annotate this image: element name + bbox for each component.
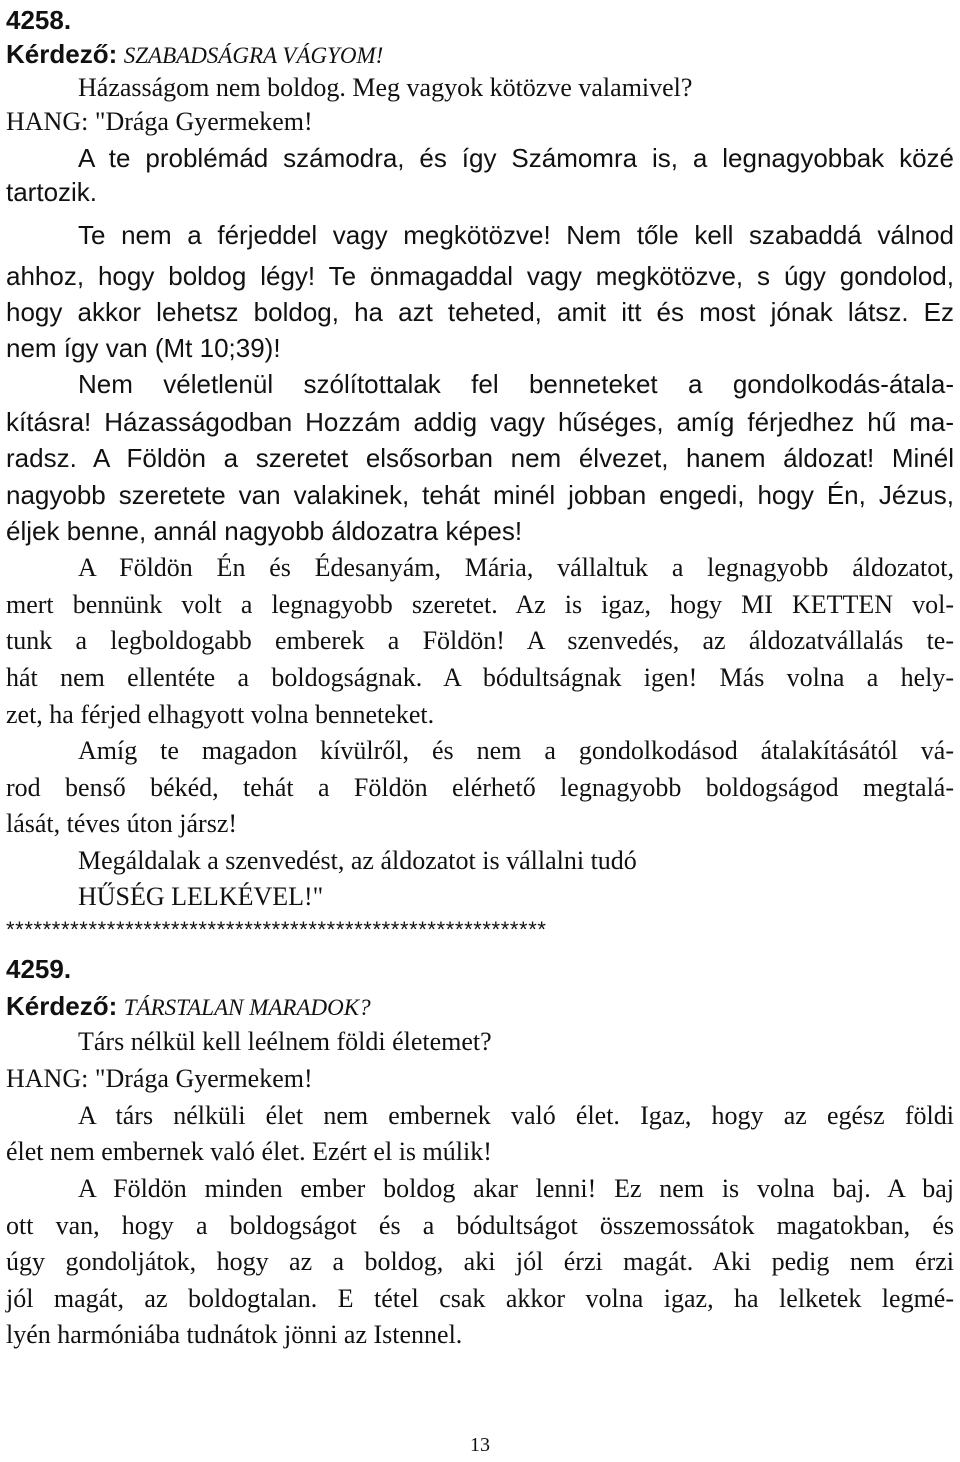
- page-number: 13: [470, 1434, 490, 1456]
- asker-line: [6, 988, 371, 1024]
- paragraph-line: A te problémád számodra, és így Számomra is, a legnagyobbak közé: [78, 143, 954, 173]
- paragraph-line: jól magát, az boldogtalan. E tétel csak akkor volna igaz, ha lelketek legmé-: [6, 1284, 954, 1313]
- closing-line: Megáldalak a szenvedést, az áldozatot is vállalni tudó: [78, 846, 637, 875]
- entry-number: 4259.: [6, 954, 72, 984]
- paragraph-line: úgy gondoljátok, hogy az a boldog, aki jól érzi magát. Aki pedig nem érzi: [6, 1247, 954, 1276]
- paragraph-line: tartozik.: [6, 177, 98, 207]
- asker-line: [6, 36, 383, 72]
- paragraph-line: mert bennünk volt a legnagyobb szeretet. Az is igaz, hogy MI KETTEN vol-: [6, 590, 954, 619]
- paragraph-line: hát nem ellentéte a boldogságnak. A bódultságnak igen! Más volna a hely-: [6, 663, 954, 692]
- paragraph-line: A Földön Én és Édesanyám, Mária, vállaltuk a legnagyobb áldozatot,: [78, 553, 954, 582]
- paragraph-line: nagyobb szeretete van valakinek, tehát minél jobban engedi, hogy Én, Jézus,: [6, 480, 954, 510]
- paragraph-line: lását, téves úton jársz!: [6, 809, 238, 838]
- paragraph-line: radsz. A Földön a szeretet elsősorban nem élvezet, hanem áldozat! Minél: [6, 443, 954, 473]
- question-title: TÁRSTALAN MARADOK?: [123, 995, 371, 1020]
- paragraph-line: zet, ha férjed elhagyott volna benneteket.: [6, 700, 435, 729]
- paragraph-line: éljek benne, annál nagyobb áldozatra képes!: [6, 516, 523, 546]
- paragraph-line: nem így van (Mt 10;39)!: [6, 333, 281, 363]
- paragraph-line: Nem véletlenül szólítottalak fel benneteket a gondolkodás-átala-: [78, 369, 954, 399]
- paragraph-line: kításra! Házasságodban Hozzám addig vagy hűséges, amíg férjedhez hű ma-: [6, 407, 954, 437]
- paragraph-line: élet nem embernek való élet. Ezért el is múlik!: [6, 1137, 492, 1166]
- asker-label: Kérdező:: [6, 39, 118, 69]
- paragraph-line: rod benső békéd, tehát a Földön elérhető legnagyobb boldogságod megtalá-: [6, 773, 954, 802]
- paragraph-line: A Földön minden ember boldog akar lenni! Ez nem is volna baj. A baj: [78, 1174, 954, 1203]
- hang-label: HANG: "Drága Gyermekem!: [6, 107, 313, 136]
- hang-label: HANG: "Drága Gyermekem!: [6, 1064, 313, 1093]
- entry-number: 4258.: [6, 5, 72, 35]
- paragraph-line: lyén harmóniába tudnátok jönni az Istennel.: [6, 1320, 463, 1349]
- paragraph-line: tunk a legboldogabb emberek a Földön! A szenvedés, az áldozatvállalás te-: [6, 626, 954, 655]
- question-text: Társ nélkül kell leélnem földi életemet?: [78, 1027, 492, 1056]
- paragraph-line: A társ nélküli élet nem embernek való élet. Igaz, hogy az egész földi: [78, 1101, 954, 1130]
- separator: ***********************************************************: [6, 917, 547, 942]
- closing-line: HŰSÉG LELKÉVEL!": [78, 882, 324, 911]
- asker-label: Kérdező:: [6, 991, 118, 1021]
- paragraph-line: Te nem a férjeddel vagy megkötözve! Nem tőle kell szabaddá válnod: [78, 220, 954, 250]
- paragraph-line: ahhoz, hogy boldog légy! Te önmagaddal vagy megkötözve, s úgy gondolod,: [6, 261, 954, 291]
- question-text: Házasságom nem boldog. Meg vagyok kötözve valamivel?: [78, 73, 693, 102]
- paragraph-line: Amíg te magadon kívülről, és nem a gondolkodásod átalakításától vá-: [78, 736, 954, 765]
- question-title: SZABADSÁGRA VÁGYOM!: [123, 43, 384, 68]
- paragraph-line: ott van, hogy a boldogságot és a bódultságot összemossátok magatokban, és: [6, 1211, 954, 1240]
- paragraph-line: hogy akkor lehetsz boldog, ha azt teheted, amit itt és most jónak látsz. Ez: [6, 297, 954, 327]
